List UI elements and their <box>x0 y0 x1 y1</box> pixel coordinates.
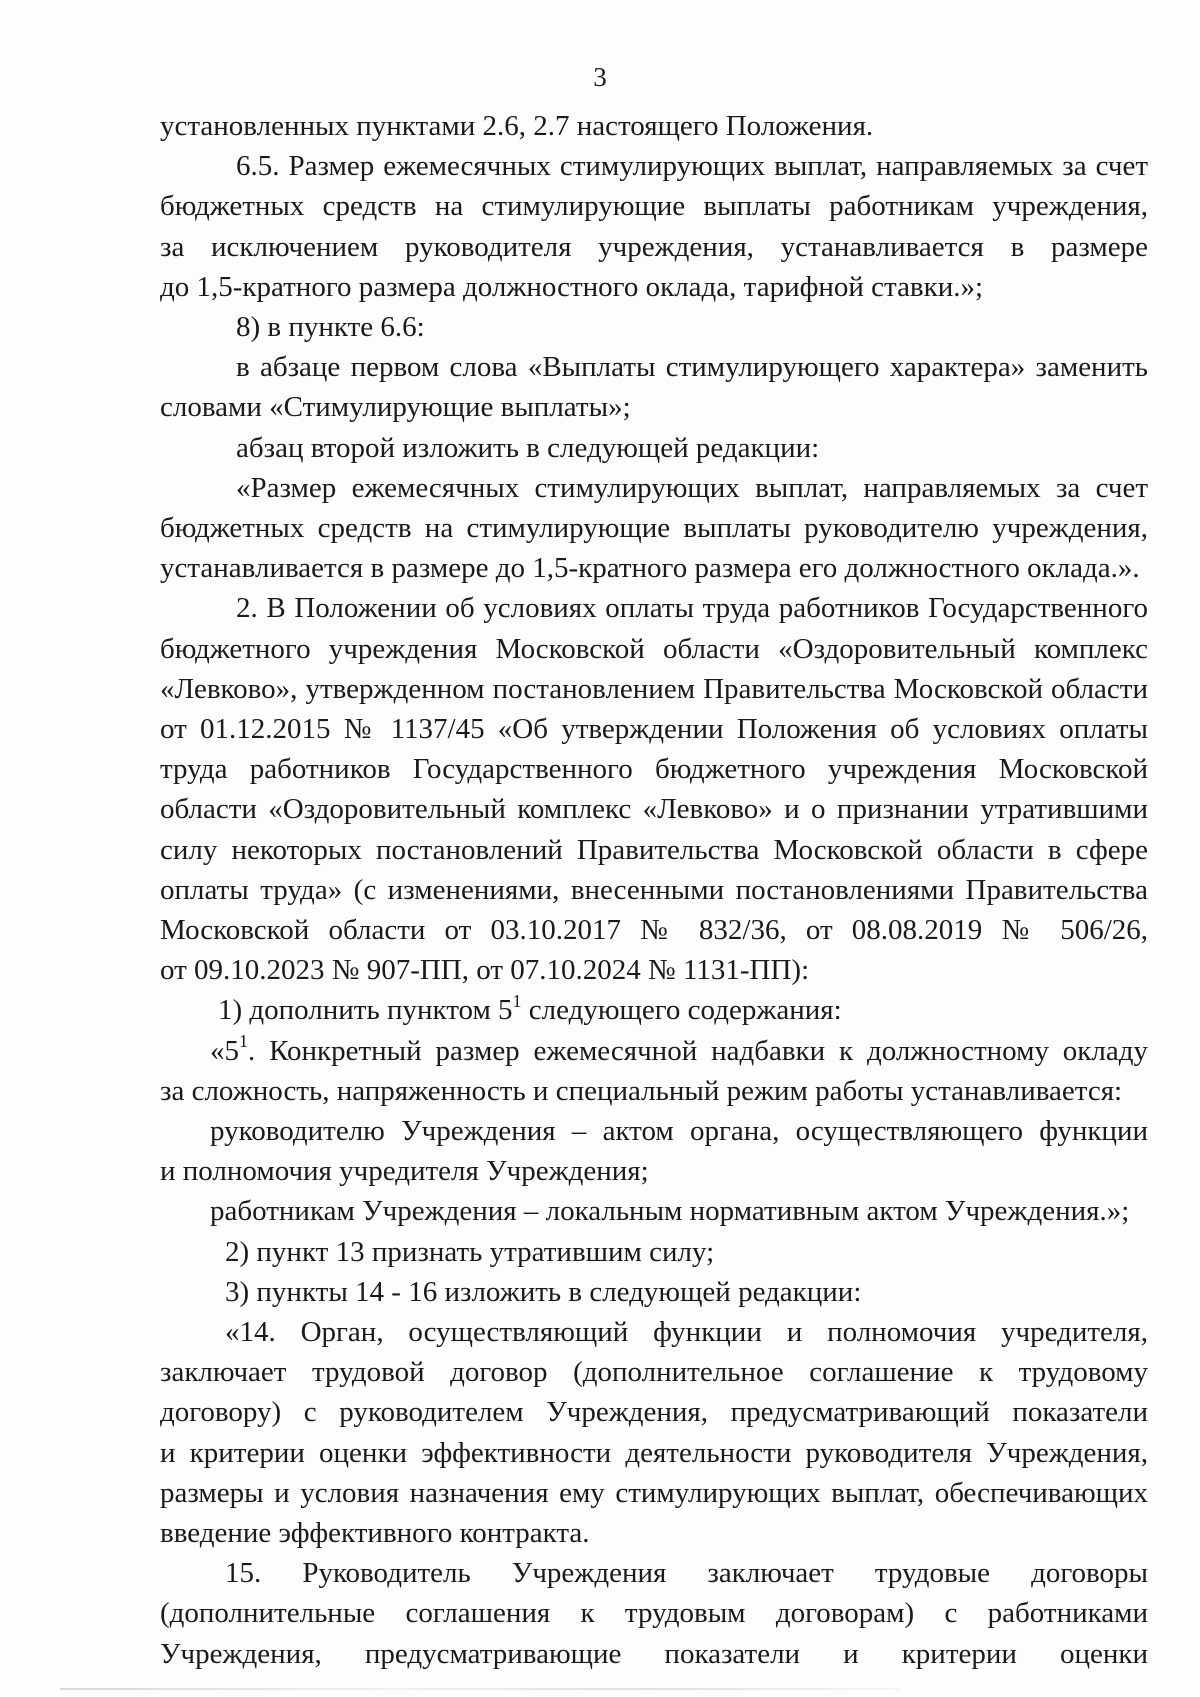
page-number: 3 <box>593 62 607 92</box>
text-line: заключает трудовой договор (дополнительное соглашение к трудовому <box>160 1356 1148 1389</box>
superscript: 1 <box>512 990 522 1011</box>
text-line: «14. Орган, осуществляющий функции и полномочия учредителя, <box>225 1316 1148 1348</box>
text-line: за исключением руководителя учреждения, устанавливается в размере <box>160 230 1148 263</box>
text-line: бюджетных средств на стимулирующие выплаты работникам учреждения, <box>160 190 1148 223</box>
text-line: Учреждения, предусматривающие показатели и критерии оценки <box>160 1637 1148 1670</box>
text-line: и полномочия учредителя Учреждения; <box>160 1155 649 1188</box>
text-segment: 1) дополнить пунктом 5 <box>218 994 513 1027</box>
text-line: 8) в пункте 6.6: <box>236 311 425 343</box>
text-line: устанавливается в размере до 1,5-кратного размера его должностного оклада.». <box>160 552 1140 585</box>
text-line: труда работников Государственного бюджетного учреждения Московской <box>160 753 1148 786</box>
text-line: в абзаце первом слова «Выплаты стимулирующего характера» заменить <box>236 351 1148 384</box>
text-line: «Левково», утвержденном постановлением Правительства Московской области <box>160 672 1148 705</box>
text-segment: следующего содержания: <box>521 994 842 1027</box>
text-line: от 09.10.2023 № 907-ПП, от 07.10.2024 № 1131-ПП): <box>160 954 810 987</box>
text-line: руководителю Учреждения – актом органа, осуществляющего функции <box>210 1115 1148 1147</box>
text-line: области «Оздоровительный комплекс «Левково» и о признании утратившими <box>160 793 1148 826</box>
scan-artifact <box>60 1688 900 1690</box>
text-line: договору) с руководителем Учреждения, предусматривающий показатели <box>160 1396 1148 1429</box>
text-line: 15. Руководитель Учреждения заключает трудовые договоры <box>225 1557 1148 1590</box>
text-line-superscript <box>218 992 1148 1028</box>
text-line: от 01.12.2015 № 1137/45 «Об утверждении Положения об условиях оплаты <box>160 713 1148 745</box>
text-line: бюджетного учреждения Московской области «Оздоровительный комплекс <box>160 632 1148 665</box>
text-segment: . Конкретный размер ежемесячной надбавки к должностному окладу <box>248 1034 1148 1067</box>
text-line: силу некоторых постановлений Правительства Московской области в сфере <box>160 833 1148 866</box>
text-line: (дополнительные соглашения к трудовым договорам) с работниками <box>160 1597 1148 1630</box>
text-line: размеры и условия назначения ему стимулирующих выплат, обеспечивающих <box>160 1476 1148 1509</box>
text-line: 2. В Положении об условиях оплаты труда работников Государственного <box>236 592 1148 625</box>
text-line: введение эффективного контракта. <box>160 1517 590 1549</box>
text-line: словами «Стимулирующие выплаты»; <box>160 391 631 424</box>
text-line: бюджетных средств на стимулирующие выплаты руководителю учреждения, <box>160 512 1148 544</box>
text-line: «Размер ежемесячных стимулирующих выплат, направляемых за счет <box>236 471 1148 504</box>
text-line: 6.5. Размер ежемесячных стимулирующих выплат, направляемых за счет <box>236 150 1148 183</box>
text-line: за сложность, напряженность и специальный режим работы устанавливается: <box>160 1074 1123 1107</box>
text-line: 3) пункты 14 - 16 изложить в следующей редакции: <box>225 1275 862 1308</box>
text-segment: «5 <box>210 1034 239 1067</box>
text-line: абзац второй изложить в следующей редакции: <box>236 431 820 464</box>
text-line: 2) пункт 13 признать утратившим силу; <box>225 1235 715 1268</box>
text-line: установленных пунктами 2.6, 2.7 настоящего Положения. <box>160 110 874 142</box>
text-line: и критерии оценки эффективности деятельности руководителя Учреждения, <box>160 1436 1148 1469</box>
text-line: до 1,5-кратного размера должностного оклада, тарифной ставки.»; <box>160 270 984 303</box>
text-line: работникам Учреждения – локальным нормативным актом Учреждения.»; <box>210 1195 1130 1228</box>
text-line: Московской области от 03.10.2017 № 832/36, от 08.08.2019 № 506/26, <box>160 914 1148 946</box>
text-line: оплаты труда» (с изменениями, внесенными постановлениями Правительства <box>160 873 1148 906</box>
text-line-superscript <box>210 1030 1148 1069</box>
superscript: 1 <box>239 1030 248 1051</box>
